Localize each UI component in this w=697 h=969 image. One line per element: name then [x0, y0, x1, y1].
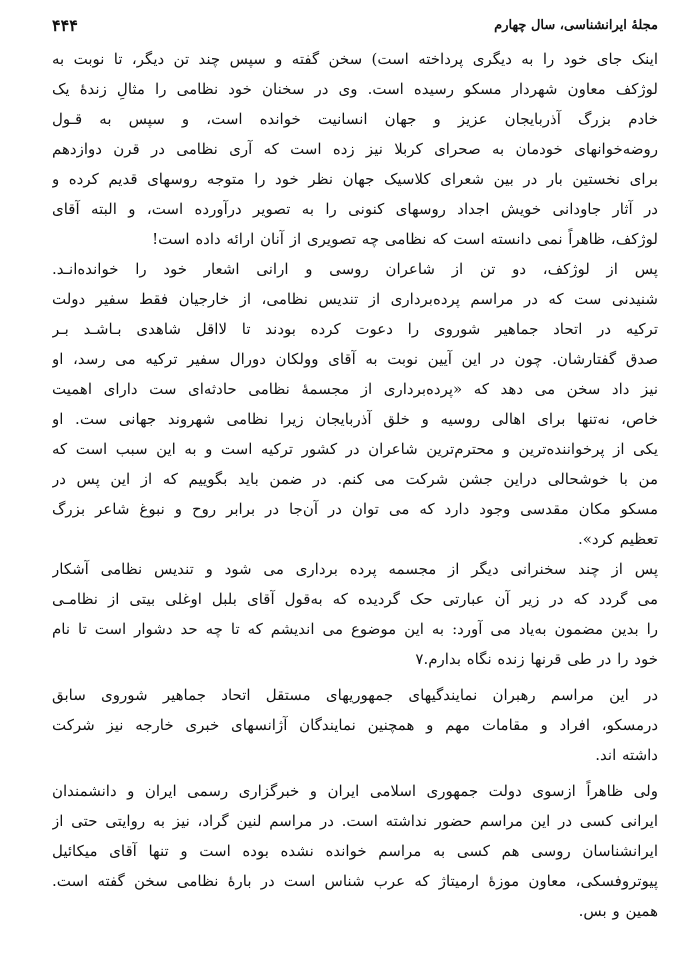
text-line: داشته اند.	[595, 746, 658, 764]
text-line: ترکیه در اتحاد جماهیر شوروی را دعوت کرده بودند تا لااقل شاهدی بـاشـد بـر	[52, 320, 658, 338]
text-line: همین و بس.	[578, 902, 658, 920]
text-line: پس از چند سخنرانی دیگر از مجسمه پرده برداری می شود و تندیس نظامی آشکار	[52, 560, 658, 578]
text-line: خاص، نه‌تنها برای اهالی روسیه و خلق آذربایجان زیرا نظامی شهروند جهانی ست. او	[52, 410, 658, 428]
text-line: شنیدنی ست که در مراسم پرده‌برداری از تندیس نظامی، از خارجیان فقط سفیر دولت	[52, 290, 658, 308]
paragraph	[52, 680, 658, 770]
text-line: من با خوشحالی دراین جشن شرکت می کنم. در ضمن باید بگوییم که از این پس در	[52, 470, 658, 488]
text-line: لوژکف، ظاهراً نمی دانسته است که نظامی چه تصویری از آنان ارائه داده است!	[152, 230, 658, 248]
text-line: خادم بزرگ آذربایجان عزیز و جهان انسانیت خوانده است، و سپس به قـول	[52, 110, 658, 128]
text-line: پیوتروفسکی، معاون موزهٔ ارمیتاژ که عرب شناس است در بارهٔ نظامی سخن گفته است.	[52, 872, 658, 890]
text-line: تعظیم کرد».	[577, 530, 658, 548]
text-line: در این مراسم رهبران نمایندگیهای جمهوریهای مستقل اتحاد جماهیر شوروی سابق	[52, 686, 658, 704]
text-line: مسکو مکان مقدسی وجود دارد که می توان در آن‌جا در برابر روح و نبوغ شاعر بزرگ	[52, 500, 658, 518]
text-line: روضه‌خوانهای خودمان به صحرای کربلا نیز زده است که آری نظامی در قرن دوازدهم	[52, 140, 658, 158]
text-line: ایرانشناسان روسی هم کسی به مراسم خوانده نشده بوده است و تنها آقای میکائیل	[52, 842, 658, 860]
text-line: برای نخستین بار در بین شعرای کلاسیک جهان نظر خود را متوجه روسهای قدیم کرده و	[52, 170, 658, 188]
text-line: می گردد که در زیر آن عبارتی حک گردیده که به‌قول آقای بلبل اوغلی بیتی از نظامـی	[52, 590, 658, 608]
text-line: درمسکو، افراد و مقامات مهم و همچنین نمایندگان آژانسهای خبری خارجه نیز شرکت	[52, 716, 658, 734]
paragraph	[52, 254, 658, 554]
page-header	[52, 14, 658, 44]
text-line: را بدین مضمون به‌یاد می آورد: به این موضوع می اندیشم که تا چه حد دشوار است تا نام	[52, 620, 658, 638]
paragraph	[52, 554, 658, 674]
text-line: ولی ظاهراً ازسوی دولت جمهوری اسلامی ایران و خبرگزاری رسمی ایران و دانشمندان	[52, 782, 658, 800]
page-number: ۴۴۴	[52, 16, 78, 35]
text-line: ایرانی کسی در این مراسم حضور نداشته است. در مراسم لنین گراد، نیز به روایتی حتی از	[52, 812, 658, 830]
text-line: لوژکف معاون شهردار مسکو رسیده است. وی در سخنان خود نظامی را مثالِ زندهٔ یک	[52, 80, 658, 98]
text-line: در آثار جاودانی خویش اجداد روسهای کنونی را به تصویر درآورده است، و البته آقای	[52, 200, 658, 218]
text-line: صدق گفتارشان. چون در این آیین نوبت به آقای وولکان دورال سفیر ترکیه می رسد، او	[52, 350, 658, 368]
text-line: اینک جای خود را به دیگری پرداخته است) سخن گفته و سپس چند تن دیگر، تا نوبت به	[52, 50, 658, 68]
text-line: خود را در طی قرنها زنده نگاه بدارم.۷	[415, 650, 658, 668]
paragraph	[52, 776, 658, 926]
article-body	[52, 44, 658, 926]
text-line: یکی از پرخواننده‌ترین و محترم‌ترین شاعران در کشور ترکیه است و به این سبب است که	[52, 440, 658, 458]
text-line: پس از لوژکف، دو تن از شاعران روسی و ارانی اشعار خود را خوانده‌انـد.	[52, 260, 658, 278]
paragraph	[52, 44, 658, 254]
document-page	[52, 14, 658, 954]
text-line: نیز داد سخن می دهد که «پرده‌برداری از مجسمهٔ نظامی حادثه‌ای ست دارای اهمیت	[52, 380, 658, 398]
journal-title: مجلهٔ ایرانشناسی، سال چهارم	[494, 18, 658, 33]
